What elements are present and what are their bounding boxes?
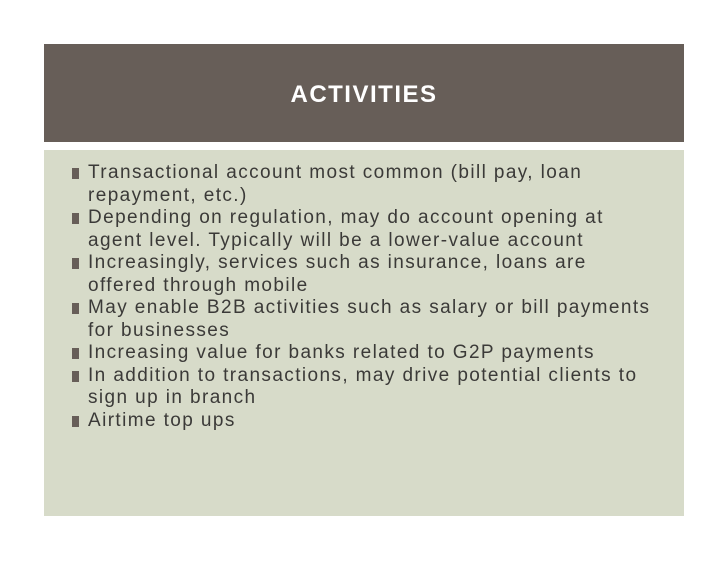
slide-title: ACTIVITIES: [290, 81, 438, 108]
bullet-item: [72, 162, 662, 207]
bullet-item: [72, 207, 662, 252]
content-panel: [44, 150, 684, 516]
bullet-text: Airtime top ups: [88, 409, 236, 431]
bullet-item: [72, 365, 662, 410]
bullet-text: May enable B2B activities such as salary or bill payments for businesses: [88, 297, 651, 341]
bullet-text: Transactional account most common (bill pay, loan repayment, etc.): [88, 162, 583, 206]
bullet-text: Increasing value for banks related to G2P payments: [88, 342, 595, 363]
bullet-list: [72, 162, 662, 432]
bullet-item: [72, 410, 662, 433]
bullet-item: [72, 342, 662, 365]
bullet-text: Increasingly, services such as insurance, loans are offered through mobile: [88, 252, 587, 296]
bullet-item: [72, 297, 662, 342]
square-bullet-icon: [72, 371, 79, 382]
bullet-text: Depending on regulation, may do account opening at agent level. Typically will be a lower-value account: [88, 207, 604, 251]
square-bullet-icon: [72, 416, 79, 427]
bullet-item: [72, 252, 662, 297]
square-bullet-icon: [72, 168, 79, 179]
square-bullet-icon: [72, 348, 79, 359]
square-bullet-icon: [72, 213, 79, 224]
square-bullet-icon: [72, 303, 79, 314]
bullet-text: In addition to transactions, may drive potential clients to sign up in branch: [88, 364, 638, 408]
square-bullet-icon: [72, 258, 79, 269]
title-bar: [44, 44, 684, 142]
